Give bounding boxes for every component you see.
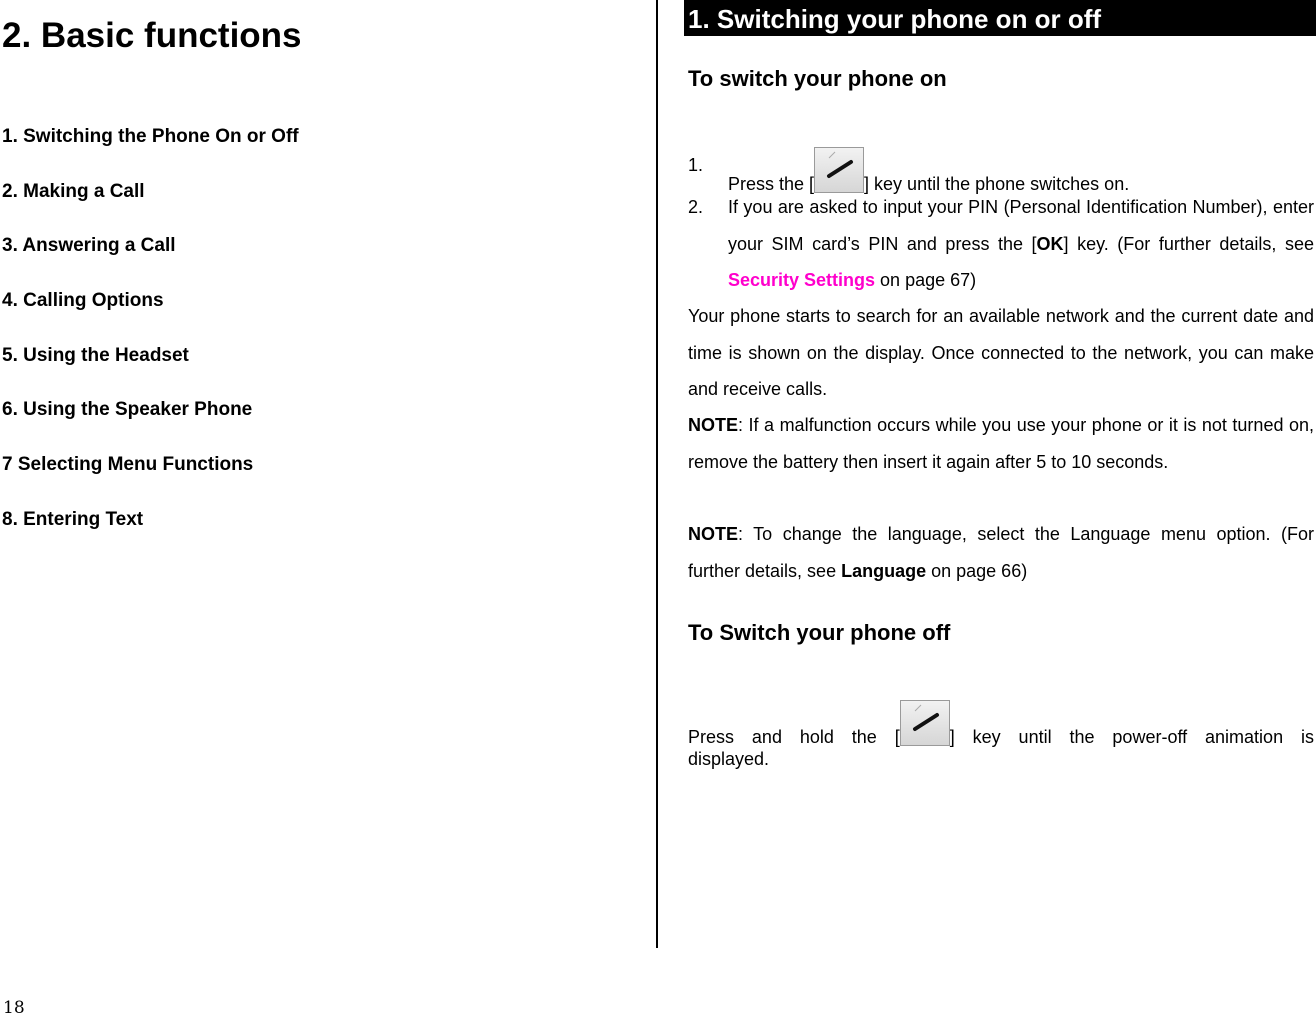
- security-settings-link[interactable]: Security Settings: [728, 270, 876, 290]
- note-text: : To change the language, select the Language menu option. (For further details, see: [688, 524, 1314, 581]
- section-title-bar: 1. Switching your phone on or off: [684, 0, 1316, 36]
- language-link[interactable]: Language: [841, 560, 927, 581]
- page-number: 18: [3, 998, 25, 1018]
- chapter-contents-list: [2, 123, 299, 561]
- page-divider: [656, 0, 658, 948]
- step-1-text-after: ] key until the phone switches on.: [864, 174, 1130, 194]
- network-search-paragraph: Your phone starts to search for an available network and the current date and time is shown on the display. Once connected to the network, you can make and receive calls.: [688, 306, 1314, 399]
- toc-item: 8. Entering Text: [2, 508, 144, 530]
- switch-off-text-after: ] key until the power-off animation is: [949, 727, 1314, 747]
- end-call-key-icon: [900, 700, 950, 746]
- note-text: : If a malfunction occurs while you use your phone or it is not turned on, remove the battery then insert it again after 5 to 10 seconds.: [688, 415, 1314, 472]
- note-text-end: on page 66): [926, 560, 1028, 581]
- switch-off-line-2: displayed.: [688, 749, 770, 769]
- toc-item: 3. Answering a Call: [2, 235, 176, 257]
- step-1-number: 1.: [688, 155, 704, 175]
- switch-off-text-before: Press and hold the [: [688, 727, 900, 747]
- toc-item: 7 Selecting Menu Functions: [2, 454, 254, 476]
- step-2-number: 2.: [688, 197, 704, 217]
- step-2-text: ] key. (For further details, see: [1063, 233, 1314, 254]
- note-language: [688, 516, 1314, 589]
- toc-item: 6. Using the Speaker Phone: [2, 399, 253, 421]
- toc-item: 4. Calling Options: [2, 290, 164, 312]
- step-2-text: on page 67): [875, 270, 977, 290]
- toc-item: 1. Switching the Phone On or Off: [2, 126, 299, 147]
- chapter-title: 2. Basic functions: [2, 16, 302, 55]
- step-2: [688, 189, 1314, 299]
- note-label: NOTE: [688, 524, 739, 544]
- toc-item: 5. Using the Headset: [2, 344, 189, 366]
- note-malfunction: [688, 407, 1314, 480]
- switch-on-heading: To switch your phone on: [688, 66, 947, 91]
- step-1-text-before: Press the [: [728, 174, 815, 194]
- toc-item: 2. Making a Call: [2, 180, 145, 202]
- note-label: NOTE: [688, 415, 739, 435]
- ok-key-label: OK: [1036, 233, 1064, 254]
- step-2-text: If you are asked to input your PIN (Personal Identification Number), enter your SIM card’s PIN and press the [: [728, 197, 1314, 254]
- end-call-key-icon: [814, 147, 864, 193]
- switch-off-heading: To Switch your phone off: [688, 620, 951, 645]
